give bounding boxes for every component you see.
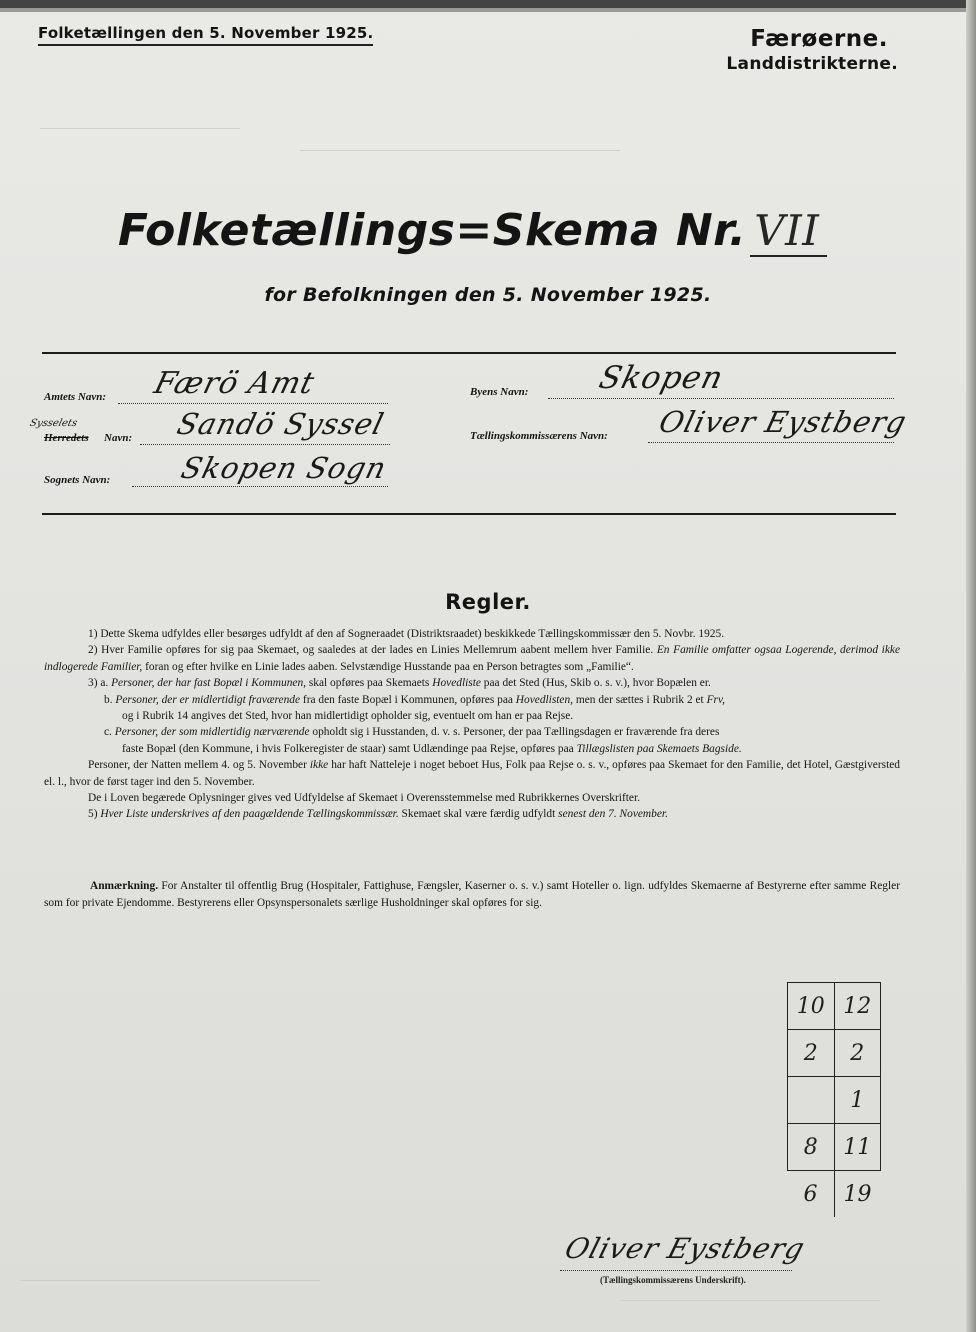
tally-cell: 6 — [788, 1171, 835, 1218]
sogn-line — [132, 486, 388, 487]
tally-cell: 8 — [788, 1124, 835, 1171]
rule-3b-letter: b. — [104, 693, 116, 706]
rule-3c-cont — [44, 741, 900, 757]
rule-3c — [44, 724, 900, 740]
country-name: Færøerne. — [750, 26, 888, 52]
herred-line — [140, 444, 390, 445]
rule-3b-emphasis-3: Frv, — [706, 693, 726, 706]
signature-caption: (Tællingskommissærens Underskrift). — [600, 1275, 746, 1285]
rule-1: 1) Dette Skema udfyldes eller besørges udfyldt af den af Sogneraadet (Distriktsraadet) beskikkede Tællingskommissær den 5. Novbr. 1925. — [88, 628, 725, 640]
tally-cell: 1 — [834, 1077, 881, 1124]
tally-row — [788, 983, 881, 1030]
tally-row — [788, 1077, 881, 1124]
bleed-through-line — [620, 1300, 880, 1301]
herred-correction: Sysselets — [28, 418, 79, 429]
form-subtitle: for Befolkningen den 5. November 1925. — [264, 284, 712, 306]
signature-line — [560, 1270, 792, 1271]
by-line — [548, 398, 894, 399]
by-label: Byens Navn: — [470, 386, 529, 398]
bleed-through-line — [20, 1280, 320, 1281]
scan-edge-shadow — [0, 8, 976, 12]
remark-paragraph — [44, 878, 900, 912]
tally-cell: 12 — [834, 983, 881, 1030]
rule-2 — [44, 642, 900, 675]
rule-2-emphasis: En Familie omfatter ogsaa Logerende, derimod ikke indlogerede Familier, — [44, 644, 901, 673]
kommissaer-value: Oliver Eystberg — [655, 405, 911, 439]
rule-5-emphasis-2: senest den 7. November. — [558, 808, 668, 821]
amt-line — [118, 403, 388, 404]
rule-3b-cont: og i Rubrik 14 angives det Sted, hvor han midlertidigt opholder sig, eventuelt om han er paa Rejse. — [122, 710, 574, 723]
rule-2-text: 2) Hver Familie opføres for sig paa Skemaet, og saaledes at der lades en Linies Mellemrum aabent mellem hver Familie. — [88, 644, 657, 657]
kommissaer-line — [648, 442, 894, 443]
rule-3b-emphasis-2: Hovedlisten, — [515, 693, 574, 706]
rule-5-number: 5) — [88, 808, 101, 821]
rule-3c-letter: c. — [104, 726, 115, 739]
rule-3a-number: 3) a. — [88, 677, 112, 690]
tally-row — [788, 1124, 881, 1171]
remark-text: For Anstalter til offentlig Brug (Hospitaler, Fattighuse, Fængsler, Kaserner o. s. v.) samt Hoteller o. lign. udfyldes Skemaerne af Bestyrerne efter samme Regler som for private Ejendomme. Bestyrerens eller Opsynspersonalets særlige Husholdninger skal opføres for sig. — [44, 880, 900, 909]
herred-value: Sandö Syssel — [173, 407, 388, 441]
tally-body — [788, 983, 881, 1218]
form-title — [118, 205, 827, 257]
tally-row — [788, 1030, 881, 1077]
rule-3b-emphasis: Personer, der er midlertidigt fraværende — [115, 693, 301, 706]
amt-value: Færö Amt — [150, 366, 319, 401]
census-date-heading: Folketællingen den 5. November 1925. — [38, 24, 373, 46]
bleed-through-line — [300, 150, 620, 151]
district-type: Landdistrikterne. — [726, 54, 898, 74]
rule-5-emphasis: Hver Liste underskrives af den paagældende Tællingskommissær. — [100, 808, 399, 821]
rule-3d — [44, 757, 900, 790]
tally-cell: 11 — [834, 1124, 881, 1171]
rule-3a-text: skal opføres paa Skemaets — [306, 677, 433, 690]
remark-note — [44, 878, 900, 912]
rule-3a-emphasis: Personer, der har fast Bopæl i Kommunen, — [111, 677, 306, 690]
tally-row — [788, 1171, 881, 1218]
remark-label: Anmærkning. — [90, 880, 159, 892]
rule-3c-text-2: faste Bopæl (den Kommune, i hvis Folkeregister de staar) samt Udlændinge paa Rejse, opføres paa — [122, 742, 577, 755]
rule-2-text-end: foran og efter hvilke en Linie lades aaben. Selvstændige Husstande paa en Person betragtes som „Familie“. — [142, 660, 634, 673]
tally-cell: 10 — [788, 983, 835, 1030]
rule-3c-emphasis: Personer, der som midlertidig nærværende — [114, 726, 310, 739]
rule-3c-emphasis-2: Tillægslisten paa Skemaets Bagside. — [576, 742, 742, 755]
tally-cell — [788, 1077, 835, 1124]
herred-label-struck: Herredets — [44, 432, 89, 444]
rules-heading: Regler. — [445, 590, 531, 614]
rule-3c-text: opholdt sig i Husstanden, d. v. s. Personer, der paa Tællingsdagen er fraværende fra deres — [309, 726, 720, 739]
rule-3d-text-end: har haft Natteleje i noget beboet Hus, Folk paa Rejse o. s. v., opføres paa Skemaet for den Familie, det Hotel, Gæstgiversted el. l., hvor de først tager ind den 5. November. — [44, 759, 900, 788]
herred-label: Navn: — [104, 432, 133, 444]
rule-5-text: Skemaet skal være færdig udfyldt — [398, 808, 559, 821]
tally-cell: 2 — [788, 1030, 835, 1077]
scan-edge-right — [966, 0, 976, 1332]
rule-3a — [44, 675, 900, 691]
tally-cell: 2 — [834, 1030, 881, 1077]
sogn-label: Sognets Navn: — [44, 474, 111, 486]
sogn-value: Skopen Sogn — [177, 451, 391, 485]
section-rule-top — [42, 352, 896, 354]
rule-3a-emphasis-2: Hovedliste — [432, 677, 481, 690]
amt-label: Amtets Navn: — [44, 391, 107, 403]
kommissaer-label: Tællingskommissærens Navn: — [470, 430, 608, 442]
form-title-text: Folketællings=Skema Nr. — [118, 205, 747, 256]
tally-cell: 19 — [843, 1181, 872, 1207]
rule-3d-emphasis: ikke — [309, 759, 329, 772]
rule-3b-text-2: men der sættes i Rubrik 2 et — [573, 693, 707, 706]
rule-5 — [44, 806, 900, 822]
rule-3b — [44, 692, 900, 708]
region-heading — [726, 26, 898, 74]
rule-3a-text-end: paa det Sted (Hus, Skib o. s. v.), hvor Bopælen er. — [480, 677, 711, 690]
rule-3d-text: Personer, der Natten mellem 4. og 5. November — [88, 759, 310, 772]
rule-3b-text: fra den faste Bopæl i Kommunen, opføres paa — [300, 693, 516, 706]
tally-table — [787, 982, 881, 1217]
form-number-handwritten: VII — [750, 206, 827, 257]
rule-4: De i Loven begærede Oplysninger gives ved Udfyldelse af Skemaet i Overensstemmelse med Rubrikkernes Overskrifter. — [88, 792, 640, 805]
bleed-through-line — [40, 128, 240, 129]
commissioner-signature: Oliver Eystberg — [561, 1232, 809, 1265]
section-rule-bottom — [42, 513, 896, 515]
rules-text — [44, 626, 900, 823]
by-value: Skopen — [595, 360, 728, 396]
scan-edge-top — [0, 0, 976, 8]
